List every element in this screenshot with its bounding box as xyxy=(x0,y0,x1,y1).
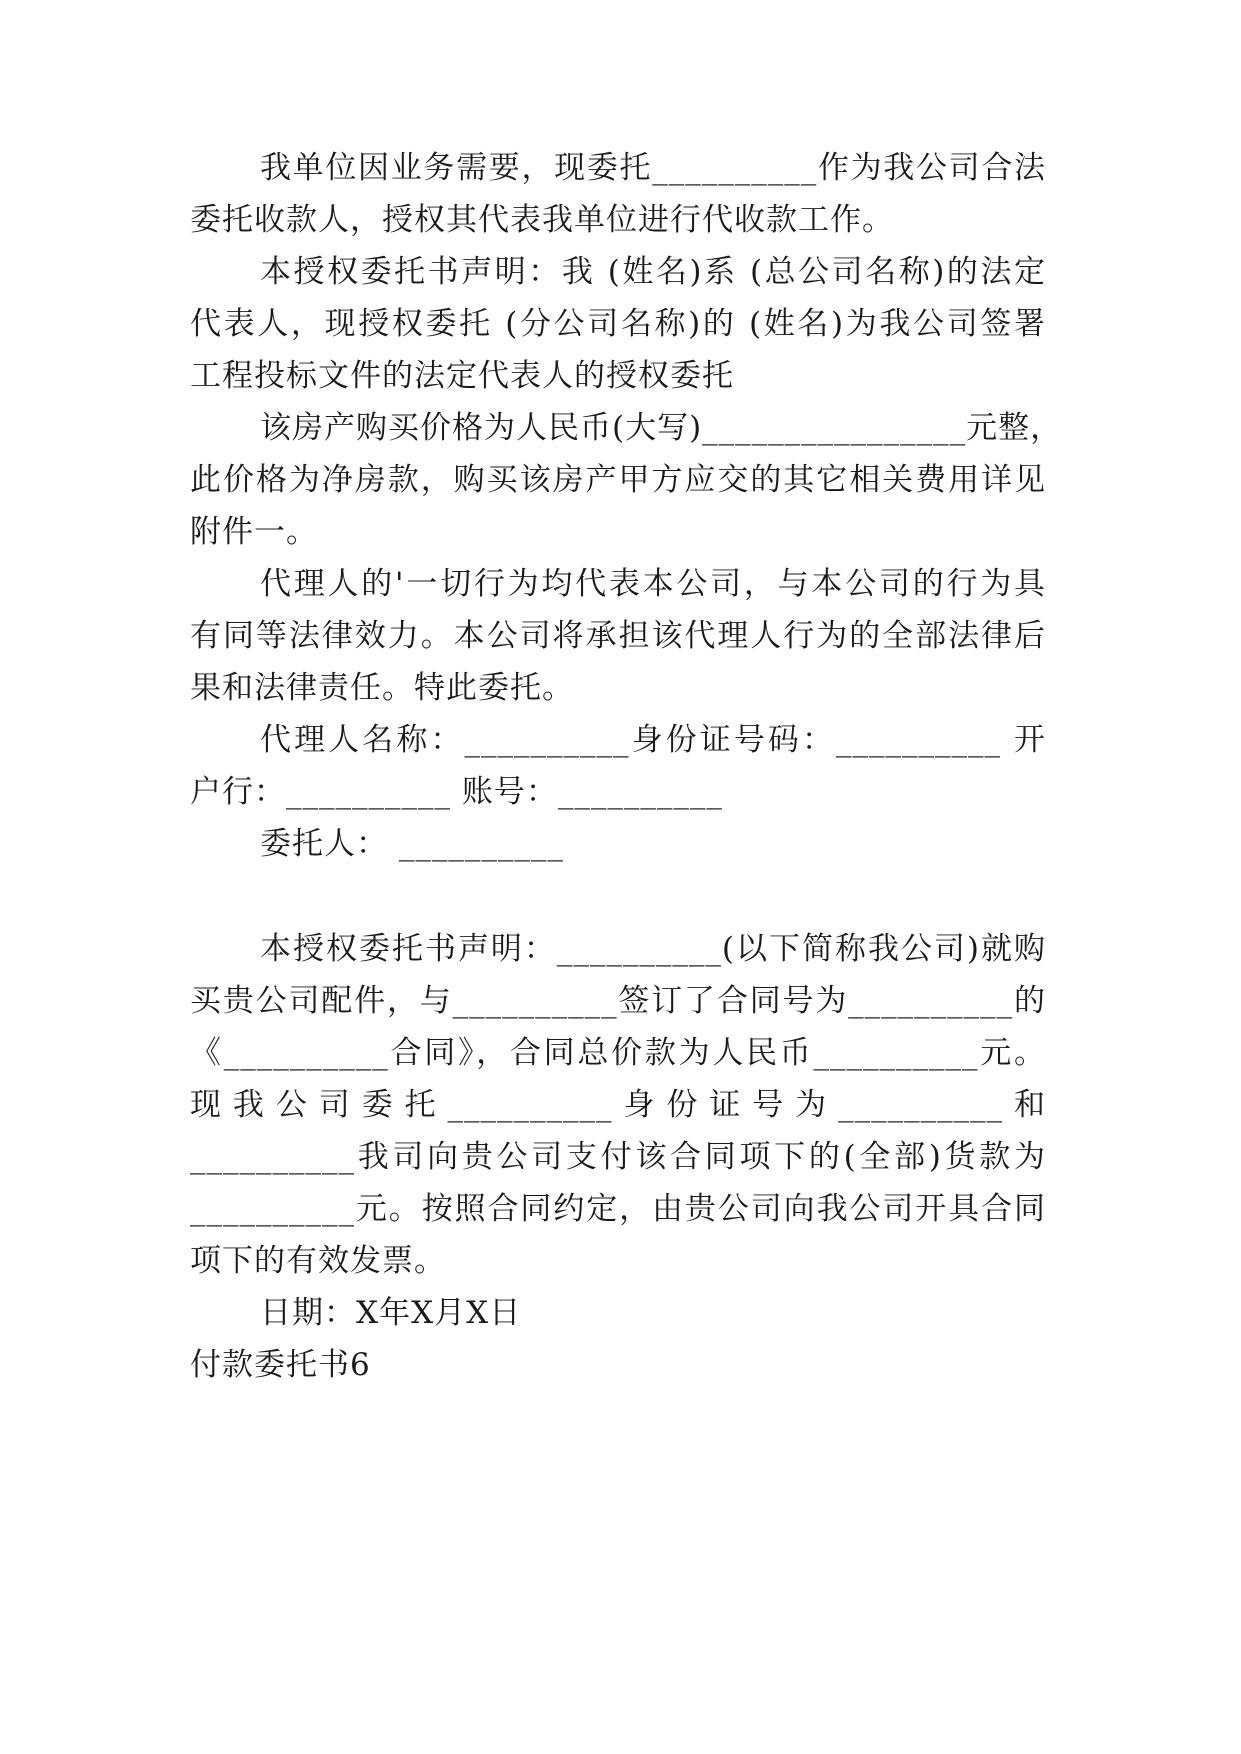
principal-line: 委托人： __________ xyxy=(260,826,564,862)
paragraph-line: 有同等法律效力。本公司将承担该代理人行为的全部法律后 xyxy=(190,618,1046,654)
paragraph-line: 现我公司委托__________身份证号为__________和 xyxy=(190,1087,1046,1123)
paragraph-line: 工程投标文件的法定代表人的授权委托 xyxy=(190,358,734,394)
bank-info-line: 户行：__________ 账号：__________ xyxy=(190,774,723,810)
section-heading: 付款委托书6 xyxy=(190,1347,371,1383)
paragraph-line: 本授权委托书声明：我 (姓名)系 (总公司名称)的法定 xyxy=(260,254,1046,290)
paragraph-line: 代表人，现授权委托 (分公司名称)的 (姓名)为我公司签署 xyxy=(190,306,1046,342)
paragraph-line: 买贵公司配件，与__________签订了合同号为__________的 xyxy=(190,983,1046,1019)
paragraph-line: 委托收款人，授权其代表我单位进行代收款工作。 xyxy=(190,202,894,238)
paragraph-line: __________我司向贵公司支付该合同项下的(全部)货款为 xyxy=(190,1139,1046,1175)
paragraph-line: __________元。按照合同约定，由贵公司向我公司开具合同 xyxy=(190,1191,1046,1227)
paragraph-line: 我单位因业务需要，现委托__________作为我公司合法 xyxy=(260,150,1046,186)
paragraph-line: 附件一。 xyxy=(190,514,318,550)
paragraph-line: 代理人的'一切行为均代表本公司，与本公司的行为具 xyxy=(260,566,1046,602)
paragraph-line: 果和法律责任。特此委托。 xyxy=(190,670,574,706)
date-line: 日期：X年X月X日 xyxy=(260,1295,522,1331)
paragraph-line: 该房产购买价格为人民币(大写)________________元整， xyxy=(260,410,1063,446)
agent-info-line: 代理人名称：__________身份证号码：__________ 开 xyxy=(260,722,1046,758)
paragraph-line: 《__________合同》，合同总价款为人民币__________元。 xyxy=(190,1035,1046,1071)
paragraph-line: 项下的有效发票。 xyxy=(190,1243,446,1279)
paragraph-line: 此价格为净房款，购买该房产甲方应交的其它相关费用详见 xyxy=(190,462,1046,498)
paragraph-line: 本授权委托书声明：__________(以下简称我公司)就购 xyxy=(260,931,1046,967)
